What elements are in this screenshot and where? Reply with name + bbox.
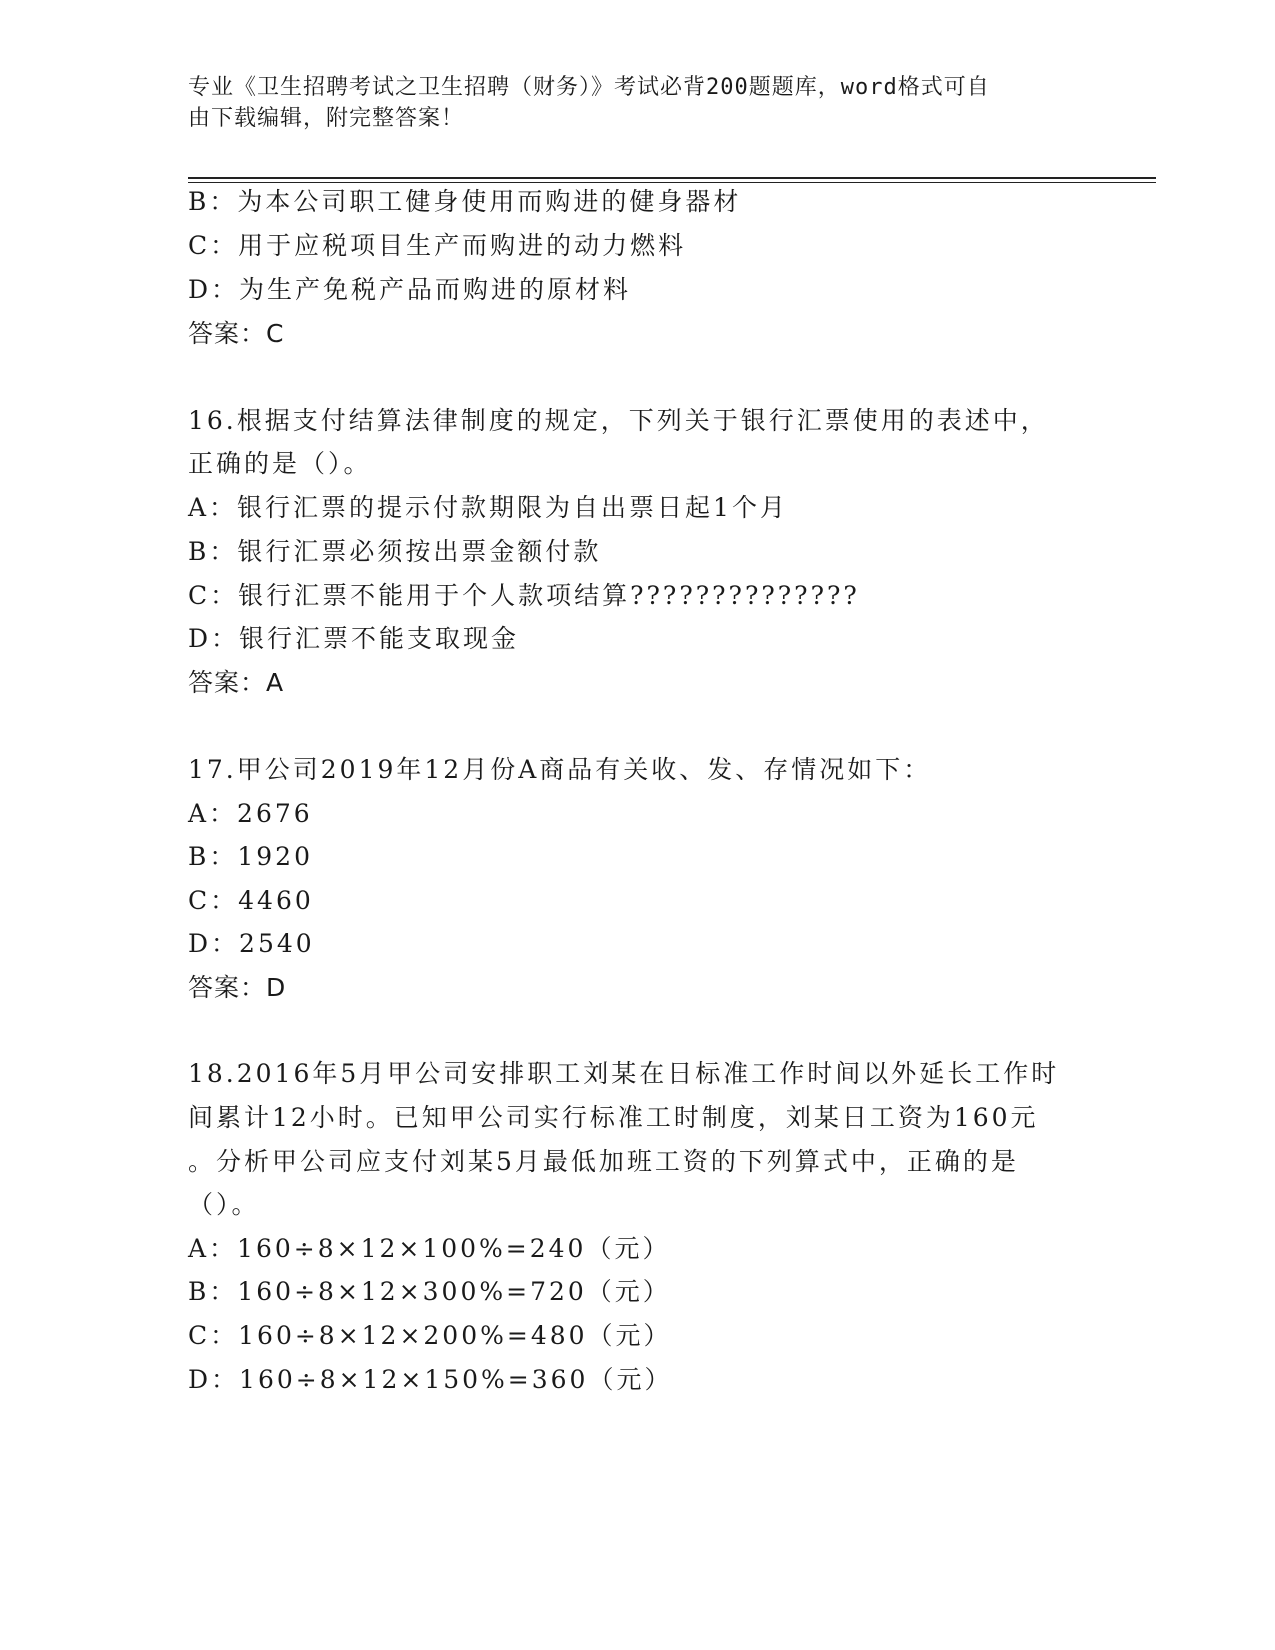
q17-option-b: B：1920 bbox=[188, 842, 313, 871]
q18-stem-line-1: 18.2016年5月甲公司安排职工刘某在日标准工作时间以外延长工作时 bbox=[188, 1059, 1060, 1088]
q15-option-d: D：为生产免税产品而购进的原材料 bbox=[188, 275, 632, 304]
header-divider-thick bbox=[188, 177, 1156, 179]
q15-answer: 答案：C bbox=[188, 319, 285, 348]
q16-stem-line-1: 16.根据支付结算法律制度的规定，下列关于银行汇票使用的表述中， bbox=[188, 406, 1049, 435]
header-line-1: 专业《卫生招聘考试之卫生招聘（财务）》考试必背200题题库，word格式可自 bbox=[188, 75, 990, 100]
q18-option-d: D：160÷8×12×150%=360（元） bbox=[188, 1365, 673, 1394]
q16-option-a: A：银行汇票的提示付款期限为自出票日起1个月 bbox=[188, 493, 788, 522]
q18-stem-line-2: 间累计12小时。已知甲公司实行标准工时制度，刘某日工资为160元 bbox=[188, 1103, 1039, 1132]
q17-option-d: D：2540 bbox=[188, 929, 315, 958]
q16-option-c: C：银行汇票不能用于个人款项结算?????????????? bbox=[188, 581, 860, 610]
q17-option-c: C：4460 bbox=[188, 886, 314, 915]
q18-option-b: B：160÷8×12×300%=720（元） bbox=[188, 1277, 671, 1306]
q18-option-a: A：160÷8×12×100%=240（元） bbox=[188, 1234, 671, 1263]
q18-stem-line-4: （）。 bbox=[188, 1190, 260, 1219]
q17-answer: 答案：D bbox=[188, 973, 287, 1002]
q15-option-c: C：用于应税项目生产而购进的动力燃料 bbox=[188, 231, 687, 260]
q18-option-c: C：160÷8×12×200%=480（元） bbox=[188, 1321, 672, 1350]
header-divider-thin bbox=[188, 182, 1156, 183]
q18-stem-line-3: 。分析甲公司应支付刘某5月最低加班工资的下列算式中，正确的是 bbox=[188, 1147, 1019, 1176]
header-line-2: 由下载编辑，附完整答案！ bbox=[188, 106, 465, 131]
document-header bbox=[188, 72, 1068, 134]
q15-option-b: B：为本公司职工健身使用而购进的健身器材 bbox=[188, 187, 742, 216]
q16-answer: 答案：A bbox=[188, 668, 285, 697]
q16-option-d: D：银行汇票不能支取现金 bbox=[188, 624, 520, 653]
q16-option-b: B：银行汇票必须按出票金额付款 bbox=[188, 537, 602, 566]
q16-stem-line-2: 正确的是（）。 bbox=[188, 449, 372, 478]
q17-stem: 17.甲公司2019年12月份A商品有关收、发、存情况如下： bbox=[188, 755, 932, 784]
q17-option-a: A：2676 bbox=[188, 799, 313, 828]
